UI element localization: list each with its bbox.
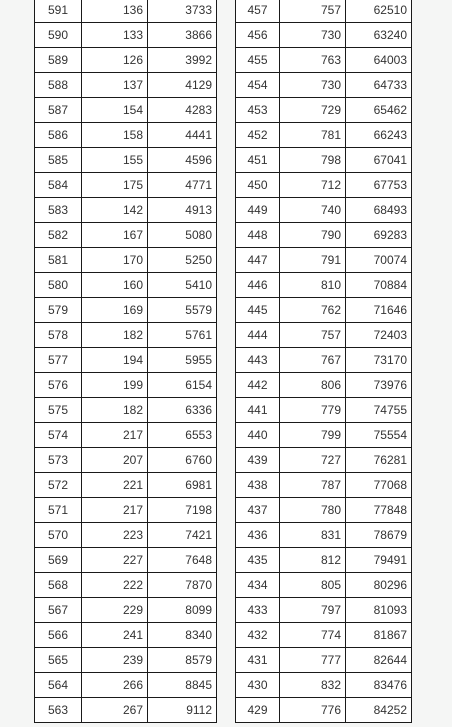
table-row xyxy=(236,198,412,223)
count-cell: 805 xyxy=(280,573,346,598)
table-row xyxy=(35,623,217,648)
score-cell: 583 xyxy=(35,198,82,223)
table-row xyxy=(236,598,412,623)
table-row xyxy=(35,98,217,123)
cumulative-cell: 67753 xyxy=(346,173,412,198)
cumulative-cell: 5579 xyxy=(148,298,217,323)
cumulative-cell: 76281 xyxy=(346,448,412,473)
count-cell: 730 xyxy=(280,23,346,48)
cumulative-cell: 5080 xyxy=(148,223,217,248)
cumulative-cell: 77848 xyxy=(346,498,412,523)
cumulative-cell: 65462 xyxy=(346,98,412,123)
score-table-left-body xyxy=(35,0,217,723)
cumulative-cell: 5250 xyxy=(148,248,217,273)
table-row xyxy=(236,48,412,73)
score-cell: 578 xyxy=(35,323,82,348)
score-table-right xyxy=(235,0,412,723)
table-row xyxy=(236,123,412,148)
table-row xyxy=(35,273,217,298)
cumulative-cell: 83476 xyxy=(346,673,412,698)
count-cell: 169 xyxy=(82,298,148,323)
cumulative-cell: 62510 xyxy=(346,0,412,23)
table-row xyxy=(35,398,217,423)
count-cell: 194 xyxy=(82,348,148,373)
cumulative-cell: 3733 xyxy=(148,0,217,23)
count-cell: 767 xyxy=(280,348,346,373)
count-cell: 266 xyxy=(82,673,148,698)
score-cell: 442 xyxy=(236,373,280,398)
score-cell: 439 xyxy=(236,448,280,473)
score-cell: 582 xyxy=(35,223,82,248)
cumulative-cell: 80296 xyxy=(346,573,412,598)
table-row xyxy=(236,673,412,698)
table-row xyxy=(236,473,412,498)
score-cell: 576 xyxy=(35,373,82,398)
score-cell: 451 xyxy=(236,148,280,173)
count-cell: 798 xyxy=(280,148,346,173)
count-cell: 787 xyxy=(280,473,346,498)
count-cell: 777 xyxy=(280,648,346,673)
count-cell: 812 xyxy=(280,548,346,573)
cumulative-cell: 6760 xyxy=(148,448,217,473)
table-row xyxy=(236,223,412,248)
cumulative-cell: 71646 xyxy=(346,298,412,323)
score-cell: 571 xyxy=(35,498,82,523)
score-cell: 438 xyxy=(236,473,280,498)
count-cell: 712 xyxy=(280,173,346,198)
table-row xyxy=(35,148,217,173)
cumulative-cell: 79491 xyxy=(346,548,412,573)
cumulative-cell: 8099 xyxy=(148,598,217,623)
count-cell: 227 xyxy=(82,548,148,573)
score-cell: 443 xyxy=(236,348,280,373)
score-cell: 570 xyxy=(35,523,82,548)
cumulative-cell: 5410 xyxy=(148,273,217,298)
count-cell: 133 xyxy=(82,23,148,48)
score-cell: 586 xyxy=(35,123,82,148)
score-cell: 584 xyxy=(35,173,82,198)
count-cell: 797 xyxy=(280,598,346,623)
table-row xyxy=(236,23,412,48)
count-cell: 207 xyxy=(82,448,148,473)
count-cell: 167 xyxy=(82,223,148,248)
score-cell: 450 xyxy=(236,173,280,198)
score-cell: 432 xyxy=(236,623,280,648)
score-cell: 573 xyxy=(35,448,82,473)
table-row xyxy=(236,398,412,423)
table-row xyxy=(236,248,412,273)
cumulative-cell: 4913 xyxy=(148,198,217,223)
count-cell: 757 xyxy=(280,0,346,23)
count-cell: 154 xyxy=(82,98,148,123)
table-row xyxy=(35,73,217,98)
count-cell: 160 xyxy=(82,273,148,298)
table-row xyxy=(236,548,412,573)
table-row xyxy=(236,373,412,398)
table-row xyxy=(236,698,412,723)
count-cell: 729 xyxy=(280,98,346,123)
count-cell: 727 xyxy=(280,448,346,473)
cumulative-cell: 4771 xyxy=(148,173,217,198)
table-row xyxy=(236,98,412,123)
cumulative-cell: 63240 xyxy=(346,23,412,48)
table-row xyxy=(236,448,412,473)
count-cell: 832 xyxy=(280,673,346,698)
count-cell: 170 xyxy=(82,248,148,273)
score-cell: 445 xyxy=(236,298,280,323)
score-cell: 455 xyxy=(236,48,280,73)
score-cell: 579 xyxy=(35,298,82,323)
table-row xyxy=(35,173,217,198)
count-cell: 779 xyxy=(280,398,346,423)
count-cell: 182 xyxy=(82,323,148,348)
cumulative-cell: 4441 xyxy=(148,123,217,148)
score-cell: 448 xyxy=(236,223,280,248)
table-row xyxy=(35,573,217,598)
count-cell: 126 xyxy=(82,48,148,73)
cumulative-cell: 70074 xyxy=(346,248,412,273)
count-cell: 137 xyxy=(82,73,148,98)
count-cell: 222 xyxy=(82,573,148,598)
table-row xyxy=(35,248,217,273)
score-cell: 452 xyxy=(236,123,280,148)
score-cell: 435 xyxy=(236,548,280,573)
table-row xyxy=(35,698,217,723)
cumulative-cell: 81093 xyxy=(346,598,412,623)
table-row xyxy=(236,0,412,23)
count-cell: 175 xyxy=(82,173,148,198)
count-cell: 239 xyxy=(82,648,148,673)
cumulative-cell: 77068 xyxy=(346,473,412,498)
count-cell: 791 xyxy=(280,248,346,273)
score-cell: 565 xyxy=(35,648,82,673)
score-cell: 568 xyxy=(35,573,82,598)
score-cell: 449 xyxy=(236,198,280,223)
table-row xyxy=(35,348,217,373)
cumulative-cell: 9112 xyxy=(148,698,217,723)
table-row xyxy=(35,323,217,348)
score-cell: 440 xyxy=(236,423,280,448)
score-cell: 434 xyxy=(236,573,280,598)
count-cell: 730 xyxy=(280,73,346,98)
count-cell: 757 xyxy=(280,323,346,348)
table-row xyxy=(236,173,412,198)
score-cell: 590 xyxy=(35,23,82,48)
table-row xyxy=(35,298,217,323)
table-row xyxy=(35,423,217,448)
cumulative-cell: 6981 xyxy=(148,473,217,498)
cumulative-cell: 4129 xyxy=(148,73,217,98)
score-table-right-body xyxy=(236,0,412,723)
count-cell: 217 xyxy=(82,498,148,523)
count-cell: 831 xyxy=(280,523,346,548)
score-cell: 580 xyxy=(35,273,82,298)
score-cell: 585 xyxy=(35,148,82,173)
table-row xyxy=(236,323,412,348)
score-cell: 575 xyxy=(35,398,82,423)
table-row xyxy=(236,348,412,373)
count-cell: 781 xyxy=(280,123,346,148)
cumulative-cell: 64733 xyxy=(346,73,412,98)
score-cell: 577 xyxy=(35,348,82,373)
table-row xyxy=(35,673,217,698)
count-cell: 762 xyxy=(280,298,346,323)
count-cell: 221 xyxy=(82,473,148,498)
score-cell: 430 xyxy=(236,673,280,698)
score-cell: 574 xyxy=(35,423,82,448)
count-cell: 790 xyxy=(280,223,346,248)
score-cell: 454 xyxy=(236,73,280,98)
score-cell: 567 xyxy=(35,598,82,623)
cumulative-cell: 8845 xyxy=(148,673,217,698)
cumulative-cell: 66243 xyxy=(346,123,412,148)
cumulative-cell: 73976 xyxy=(346,373,412,398)
score-cell: 456 xyxy=(236,23,280,48)
table-row xyxy=(236,573,412,598)
cumulative-cell: 8579 xyxy=(148,648,217,673)
table-row xyxy=(35,598,217,623)
count-cell: 199 xyxy=(82,373,148,398)
score-cell: 588 xyxy=(35,73,82,98)
score-cell: 446 xyxy=(236,273,280,298)
score-cell: 436 xyxy=(236,523,280,548)
count-cell: 136 xyxy=(82,0,148,23)
cumulative-cell: 5761 xyxy=(148,323,217,348)
cumulative-cell: 75554 xyxy=(346,423,412,448)
table-row xyxy=(35,498,217,523)
score-cell: 447 xyxy=(236,248,280,273)
count-cell: 806 xyxy=(280,373,346,398)
table-row xyxy=(35,523,217,548)
cumulative-cell: 6154 xyxy=(148,373,217,398)
score-cell: 572 xyxy=(35,473,82,498)
score-cell: 564 xyxy=(35,673,82,698)
count-cell: 229 xyxy=(82,598,148,623)
table-row xyxy=(35,123,217,148)
table-row xyxy=(35,373,217,398)
score-cell: 566 xyxy=(35,623,82,648)
score-cell: 569 xyxy=(35,548,82,573)
table-row xyxy=(35,548,217,573)
cumulative-cell: 64003 xyxy=(346,48,412,73)
score-cell: 563 xyxy=(35,698,82,723)
count-cell: 763 xyxy=(280,48,346,73)
count-cell: 217 xyxy=(82,423,148,448)
score-cell: 457 xyxy=(236,0,280,23)
table-row xyxy=(35,223,217,248)
table-row xyxy=(236,423,412,448)
cumulative-cell: 82644 xyxy=(346,648,412,673)
count-cell: 142 xyxy=(82,198,148,223)
cumulative-cell: 8340 xyxy=(148,623,217,648)
cumulative-cell: 5955 xyxy=(148,348,217,373)
table-row xyxy=(236,523,412,548)
count-cell: 182 xyxy=(82,398,148,423)
score-cell: 431 xyxy=(236,648,280,673)
count-cell: 158 xyxy=(82,123,148,148)
count-cell: 776 xyxy=(280,698,346,723)
cumulative-cell: 4596 xyxy=(148,148,217,173)
cumulative-cell: 69283 xyxy=(346,223,412,248)
cumulative-cell: 70884 xyxy=(346,273,412,298)
score-cell: 581 xyxy=(35,248,82,273)
count-cell: 810 xyxy=(280,273,346,298)
score-cell: 437 xyxy=(236,498,280,523)
table-row xyxy=(236,648,412,673)
count-cell: 780 xyxy=(280,498,346,523)
cumulative-cell: 73170 xyxy=(346,348,412,373)
score-cell: 441 xyxy=(236,398,280,423)
count-cell: 774 xyxy=(280,623,346,648)
score-cell: 591 xyxy=(35,0,82,23)
cumulative-cell: 81867 xyxy=(346,623,412,648)
table-row xyxy=(35,198,217,223)
table-row xyxy=(236,148,412,173)
table-row xyxy=(236,273,412,298)
table-row xyxy=(35,0,217,23)
score-cell: 433 xyxy=(236,598,280,623)
table-row xyxy=(236,623,412,648)
table-row xyxy=(35,448,217,473)
cumulative-cell: 7421 xyxy=(148,523,217,548)
cumulative-cell: 7198 xyxy=(148,498,217,523)
cumulative-cell: 6553 xyxy=(148,423,217,448)
cumulative-cell: 78679 xyxy=(346,523,412,548)
count-cell: 155 xyxy=(82,148,148,173)
table-row xyxy=(35,473,217,498)
score-cell: 589 xyxy=(35,48,82,73)
cumulative-cell: 68493 xyxy=(346,198,412,223)
count-cell: 223 xyxy=(82,523,148,548)
cumulative-cell: 6336 xyxy=(148,398,217,423)
score-cell: 587 xyxy=(35,98,82,123)
cumulative-cell: 3866 xyxy=(148,23,217,48)
score-cell: 429 xyxy=(236,698,280,723)
table-row xyxy=(35,23,217,48)
cumulative-cell: 3992 xyxy=(148,48,217,73)
count-cell: 267 xyxy=(82,698,148,723)
count-cell: 241 xyxy=(82,623,148,648)
table-row xyxy=(35,648,217,673)
cumulative-cell: 7648 xyxy=(148,548,217,573)
cumulative-cell: 72403 xyxy=(346,323,412,348)
cumulative-cell: 74755 xyxy=(346,398,412,423)
count-cell: 740 xyxy=(280,198,346,223)
count-cell: 799 xyxy=(280,423,346,448)
table-row xyxy=(236,73,412,98)
table-row xyxy=(236,498,412,523)
cumulative-cell: 7870 xyxy=(148,573,217,598)
table-row xyxy=(35,48,217,73)
cumulative-cell: 84252 xyxy=(346,698,412,723)
score-cell: 453 xyxy=(236,98,280,123)
score-cell: 444 xyxy=(236,323,280,348)
cumulative-cell: 4283 xyxy=(148,98,217,123)
cumulative-cell: 67041 xyxy=(346,148,412,173)
score-table-left xyxy=(34,0,217,723)
table-row xyxy=(236,298,412,323)
